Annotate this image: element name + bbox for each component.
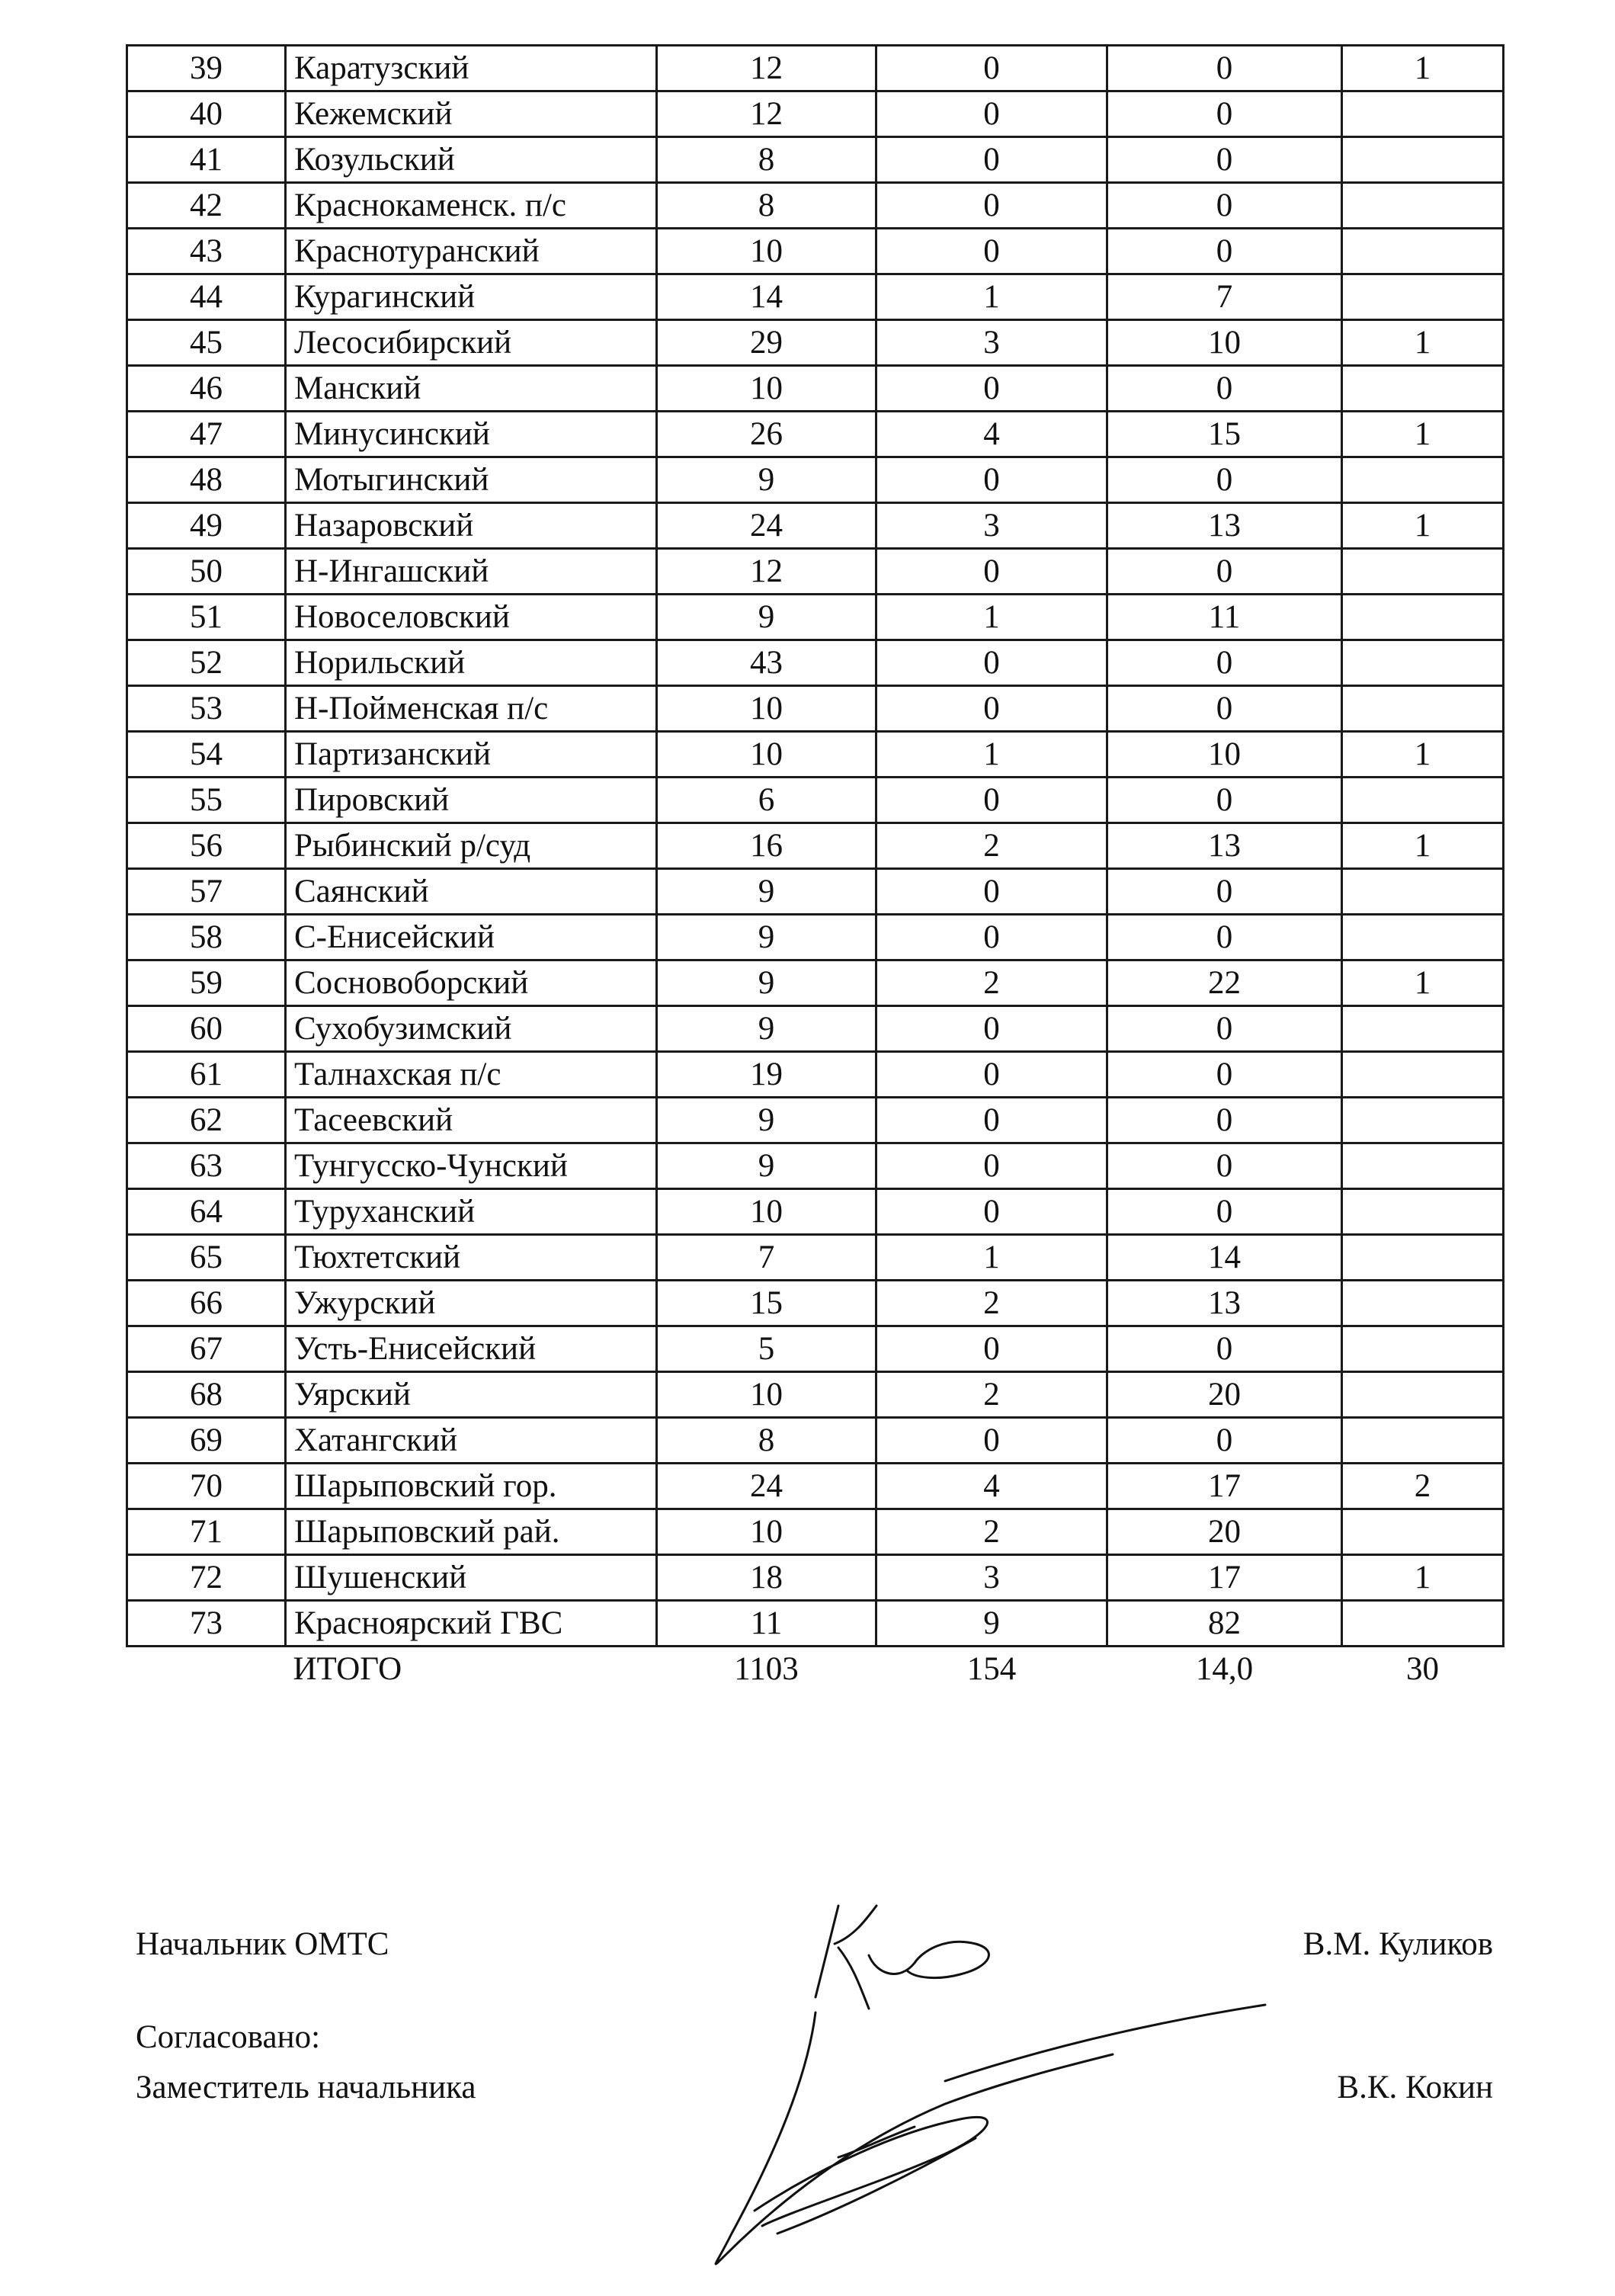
- row-number: 52: [127, 640, 286, 686]
- col5-value: 0: [1107, 778, 1342, 823]
- col5-value: 7: [1107, 274, 1342, 320]
- col5-value: 0: [1107, 366, 1342, 412]
- table-row: [127, 732, 1504, 778]
- row-number: 40: [127, 91, 286, 137]
- deputy-signature: [686, 1982, 1280, 2279]
- col4-value: 2: [876, 823, 1107, 869]
- deputy-name: В.К. Кокин: [1337, 2070, 1493, 2105]
- row-number: 43: [127, 229, 286, 274]
- col5-value: 0: [1107, 549, 1342, 595]
- district-name: Новоселовский: [286, 595, 657, 640]
- col3-value: 12: [657, 549, 876, 595]
- table-row: [127, 915, 1504, 960]
- col5-value: 0: [1107, 1326, 1342, 1372]
- col6-value: [1342, 1509, 1504, 1555]
- district-name: Туруханский: [286, 1189, 657, 1235]
- summary-table: [126, 44, 1504, 1691]
- col5-value: 10: [1107, 732, 1342, 778]
- col5-value: 0: [1107, 640, 1342, 686]
- col4-value: 0: [876, 137, 1107, 183]
- col3-value: 16: [657, 823, 876, 869]
- total-col4: 154: [966, 1651, 1017, 1687]
- col4-value: 0: [876, 366, 1107, 412]
- row-number: 63: [127, 1143, 286, 1189]
- col6-value: [1342, 1143, 1504, 1189]
- row-number: 54: [127, 732, 286, 778]
- col4-value: 0: [876, 686, 1107, 732]
- table-row: [127, 1326, 1504, 1372]
- col3-value: 15: [657, 1281, 876, 1326]
- table-row: [127, 549, 1504, 595]
- table-row: [127, 183, 1504, 229]
- col4-value: 9: [876, 1601, 1107, 1647]
- district-name: Хатангский: [286, 1418, 657, 1464]
- row-number: 50: [127, 549, 286, 595]
- col4-value: 3: [876, 1555, 1107, 1601]
- table-row: [127, 1509, 1504, 1555]
- col5-value: 22: [1107, 960, 1342, 1006]
- col4-value: 2: [876, 1509, 1107, 1555]
- col4-value: 1: [876, 1235, 1107, 1281]
- col3-value: 11: [657, 1601, 876, 1647]
- col4-value: 0: [876, 1418, 1107, 1464]
- row-number: 53: [127, 686, 286, 732]
- col6-value: 1: [1342, 1555, 1504, 1601]
- col5-value: 0: [1107, 457, 1342, 503]
- row-number: 55: [127, 778, 286, 823]
- table-row: [127, 686, 1504, 732]
- row-number: 45: [127, 320, 286, 366]
- table-row: [127, 1006, 1504, 1052]
- col3-value: 9: [657, 595, 876, 640]
- col3-value: 24: [657, 503, 876, 549]
- row-number: 59: [127, 960, 286, 1006]
- table-row: [127, 1189, 1504, 1235]
- col6-value: 1: [1342, 823, 1504, 869]
- col4-value: 0: [876, 1052, 1107, 1098]
- col5-value: 20: [1107, 1372, 1342, 1418]
- district-name: Краснотуранский: [286, 229, 657, 274]
- table-row: [127, 229, 1504, 274]
- district-name: Тасеевский: [286, 1098, 657, 1143]
- col6-value: [1342, 1235, 1504, 1281]
- col3-value: 5: [657, 1326, 876, 1372]
- col5-value: 0: [1107, 1006, 1342, 1052]
- col3-value: 12: [657, 46, 876, 91]
- row-number: 71: [127, 1509, 286, 1555]
- col6-value: [1342, 457, 1504, 503]
- col4-value: 2: [876, 960, 1107, 1006]
- row-number: 61: [127, 1052, 286, 1098]
- col6-value: [1342, 1098, 1504, 1143]
- col3-value: 9: [657, 1006, 876, 1052]
- head-name: В.М. Куликов: [1303, 1926, 1493, 1962]
- col3-value: 43: [657, 640, 876, 686]
- table-row: [127, 91, 1504, 137]
- district-name: Краснокаменск. п/с: [286, 183, 657, 229]
- district-name: Тюхтетский: [286, 1235, 657, 1281]
- district-name: С-Енисейский: [286, 915, 657, 960]
- col6-value: [1342, 915, 1504, 960]
- district-name: Красноярский ГВС: [286, 1601, 657, 1647]
- table-row: [127, 274, 1504, 320]
- row-number: 62: [127, 1098, 286, 1143]
- col6-value: 1: [1342, 960, 1504, 1006]
- district-name: Козульский: [286, 137, 657, 183]
- col6-value: 1: [1342, 503, 1504, 549]
- table-row: [127, 320, 1504, 366]
- table-row: [127, 1418, 1504, 1464]
- agreed-label: Согласовано:: [136, 2019, 321, 2055]
- col6-value: [1342, 640, 1504, 686]
- col5-value: 0: [1107, 1189, 1342, 1235]
- col6-value: [1342, 1372, 1504, 1418]
- col5-value: 20: [1107, 1509, 1342, 1555]
- col3-value: 9: [657, 915, 876, 960]
- table-row: [127, 46, 1504, 91]
- col4-value: 0: [876, 869, 1107, 915]
- total-col3: 1103: [734, 1651, 799, 1687]
- row-number: 56: [127, 823, 286, 869]
- table-row: [127, 595, 1504, 640]
- col5-value: 11: [1107, 595, 1342, 640]
- col3-value: 10: [657, 366, 876, 412]
- col5-value: 13: [1107, 823, 1342, 869]
- district-name: Пировский: [286, 778, 657, 823]
- col3-value: 8: [657, 183, 876, 229]
- col6-value: [1342, 274, 1504, 320]
- row-number: 49: [127, 503, 286, 549]
- col5-value: 13: [1107, 503, 1342, 549]
- col5-value: 0: [1107, 46, 1342, 91]
- col3-value: 10: [657, 1509, 876, 1555]
- row-number: 65: [127, 1235, 286, 1281]
- col4-value: 0: [876, 640, 1107, 686]
- col5-value: 15: [1107, 412, 1342, 457]
- col6-value: [1342, 1281, 1504, 1326]
- col5-value: 14: [1107, 1235, 1342, 1281]
- col3-value: 9: [657, 960, 876, 1006]
- row-number: 66: [127, 1281, 286, 1326]
- total-empty: [127, 1647, 286, 1692]
- district-name: Усть-Енисейский: [286, 1326, 657, 1372]
- col5-value: 17: [1107, 1555, 1342, 1601]
- col5-value: 0: [1107, 183, 1342, 229]
- row-number: 73: [127, 1601, 286, 1647]
- col4-value: 1: [876, 732, 1107, 778]
- col5-value: 0: [1107, 137, 1342, 183]
- col5-value: 0: [1107, 91, 1342, 137]
- col4-value: 0: [876, 46, 1107, 91]
- col3-value: 9: [657, 457, 876, 503]
- district-name: Шушенский: [286, 1555, 657, 1601]
- district-name: Шарыповский гор.: [286, 1464, 657, 1509]
- col3-value: 6: [657, 778, 876, 823]
- district-name: Саянский: [286, 869, 657, 915]
- col6-value: [1342, 229, 1504, 274]
- col5-value: 82: [1107, 1601, 1342, 1647]
- col5-value: 0: [1107, 869, 1342, 915]
- col4-value: 0: [876, 1326, 1107, 1372]
- col4-value: 1: [876, 274, 1107, 320]
- col6-value: [1342, 686, 1504, 732]
- col4-value: 3: [876, 320, 1107, 366]
- col3-value: 10: [657, 1189, 876, 1235]
- col4-value: 0: [876, 1006, 1107, 1052]
- district-name: Минусинский: [286, 412, 657, 457]
- district-name: Курагинский: [286, 274, 657, 320]
- district-name: Тунгусско-Чунский: [286, 1143, 657, 1189]
- col5-value: 10: [1107, 320, 1342, 366]
- table-body: [127, 46, 1504, 1692]
- table-row: [127, 1601, 1504, 1647]
- table-row: [127, 457, 1504, 503]
- col5-value: 13: [1107, 1281, 1342, 1326]
- col3-value: 8: [657, 1418, 876, 1464]
- row-number: 68: [127, 1372, 286, 1418]
- district-name: Н-Ингашский: [286, 549, 657, 595]
- row-number: 51: [127, 595, 286, 640]
- col6-value: 1: [1342, 732, 1504, 778]
- col4-value: 4: [876, 1464, 1107, 1509]
- row-number: 70: [127, 1464, 286, 1509]
- district-name: Каратузский: [286, 46, 657, 91]
- col6-value: [1342, 1601, 1504, 1647]
- district-name: Н-Пойменская п/с: [286, 686, 657, 732]
- col3-value: 26: [657, 412, 876, 457]
- district-name: Сухобузимский: [286, 1006, 657, 1052]
- col6-value: [1342, 1052, 1504, 1098]
- col4-value: 0: [876, 778, 1107, 823]
- col3-value: 12: [657, 91, 876, 137]
- table-row: [127, 412, 1504, 457]
- col3-value: 9: [657, 869, 876, 915]
- col6-value: 1: [1342, 412, 1504, 457]
- table-row: [127, 960, 1504, 1006]
- col4-value: 0: [876, 549, 1107, 595]
- col3-value: 14: [657, 274, 876, 320]
- col6-value: [1342, 1326, 1504, 1372]
- col6-value: [1342, 137, 1504, 183]
- col6-value: [1342, 595, 1504, 640]
- col6-value: 1: [1342, 46, 1504, 91]
- col3-value: 10: [657, 1372, 876, 1418]
- col4-value: 0: [876, 457, 1107, 503]
- table-row: [127, 137, 1504, 183]
- col4-value: 0: [876, 915, 1107, 960]
- col5-value: 0: [1107, 915, 1342, 960]
- district-name: Рыбинский р/суд: [286, 823, 657, 869]
- district-name: Ужурский: [286, 1281, 657, 1326]
- row-number: 48: [127, 457, 286, 503]
- total-col5: 14,0: [1195, 1651, 1254, 1687]
- row-number: 47: [127, 412, 286, 457]
- total-row: [127, 1647, 1504, 1692]
- row-number: 58: [127, 915, 286, 960]
- col6-value: 1: [1342, 320, 1504, 366]
- district-name: Шарыповский рай.: [286, 1509, 657, 1555]
- col6-value: [1342, 1418, 1504, 1464]
- row-number: 64: [127, 1189, 286, 1235]
- col3-value: 10: [657, 686, 876, 732]
- col3-value: 8: [657, 137, 876, 183]
- col6-value: [1342, 549, 1504, 595]
- row-number: 57: [127, 869, 286, 915]
- table-row: [127, 366, 1504, 412]
- col4-value: 0: [876, 91, 1107, 137]
- table-row: [127, 1098, 1504, 1143]
- head-title: Начальник ОМТС: [136, 1926, 389, 1962]
- table-row: [127, 503, 1504, 549]
- col6-value: [1342, 1189, 1504, 1235]
- col5-value: 0: [1107, 1418, 1342, 1464]
- table-row: [127, 869, 1504, 915]
- table-row: [127, 1235, 1504, 1281]
- col3-value: 9: [657, 1098, 876, 1143]
- total-label: ИТОГО: [293, 1651, 402, 1687]
- table-row: [127, 640, 1504, 686]
- col4-value: 0: [876, 1098, 1107, 1143]
- col6-value: [1342, 183, 1504, 229]
- row-number: 41: [127, 137, 286, 183]
- district-name: Лесосибирский: [286, 320, 657, 366]
- table-row: [127, 778, 1504, 823]
- col4-value: 3: [876, 503, 1107, 549]
- col5-value: 0: [1107, 1098, 1342, 1143]
- row-number: 72: [127, 1555, 286, 1601]
- row-number: 67: [127, 1326, 286, 1372]
- col5-value: 0: [1107, 1143, 1342, 1189]
- col4-value: 0: [876, 1143, 1107, 1189]
- table-row: [127, 1052, 1504, 1098]
- district-name: Норильский: [286, 640, 657, 686]
- col5-value: 0: [1107, 686, 1342, 732]
- row-number: 39: [127, 46, 286, 91]
- table-row: [127, 1372, 1504, 1418]
- col3-value: 9: [657, 1143, 876, 1189]
- col6-value: [1342, 366, 1504, 412]
- col6-value: [1342, 778, 1504, 823]
- col3-value: 19: [657, 1052, 876, 1098]
- col6-value: 2: [1342, 1464, 1504, 1509]
- col4-value: 2: [876, 1372, 1107, 1418]
- row-number: 60: [127, 1006, 286, 1052]
- row-number: 69: [127, 1418, 286, 1464]
- col3-value: 29: [657, 320, 876, 366]
- col4-value: 2: [876, 1281, 1107, 1326]
- col4-value: 0: [876, 229, 1107, 274]
- col3-value: 18: [657, 1555, 876, 1601]
- district-name: Сосновоборский: [286, 960, 657, 1006]
- col5-value: 0: [1107, 1052, 1342, 1098]
- col4-value: 1: [876, 595, 1107, 640]
- table-row: [127, 1555, 1504, 1601]
- district-name: Кежемский: [286, 91, 657, 137]
- col4-value: 4: [876, 412, 1107, 457]
- district-name: Талнахская п/с: [286, 1052, 657, 1098]
- col6-value: [1342, 869, 1504, 915]
- district-name: Манский: [286, 366, 657, 412]
- table-row: [127, 1281, 1504, 1326]
- table-row: [127, 1143, 1504, 1189]
- col5-value: 0: [1107, 229, 1342, 274]
- col3-value: 10: [657, 229, 876, 274]
- table-row: [127, 1464, 1504, 1509]
- row-number: 44: [127, 274, 286, 320]
- row-number: 42: [127, 183, 286, 229]
- table-row: [127, 823, 1504, 869]
- col4-value: 0: [876, 1189, 1107, 1235]
- district-name: Партизанский: [286, 732, 657, 778]
- col6-value: [1342, 1006, 1504, 1052]
- col4-value: 0: [876, 183, 1107, 229]
- deputy-title: Заместитель начальника: [136, 2070, 476, 2105]
- district-name: Мотыгинский: [286, 457, 657, 503]
- col6-value: [1342, 91, 1504, 137]
- total-col6: 30: [1406, 1651, 1439, 1687]
- district-name: Уярский: [286, 1372, 657, 1418]
- district-name: Назаровский: [286, 503, 657, 549]
- col3-value: 24: [657, 1464, 876, 1509]
- col3-value: 10: [657, 732, 876, 778]
- col3-value: 7: [657, 1235, 876, 1281]
- col5-value: 17: [1107, 1464, 1342, 1509]
- row-number: 46: [127, 366, 286, 412]
